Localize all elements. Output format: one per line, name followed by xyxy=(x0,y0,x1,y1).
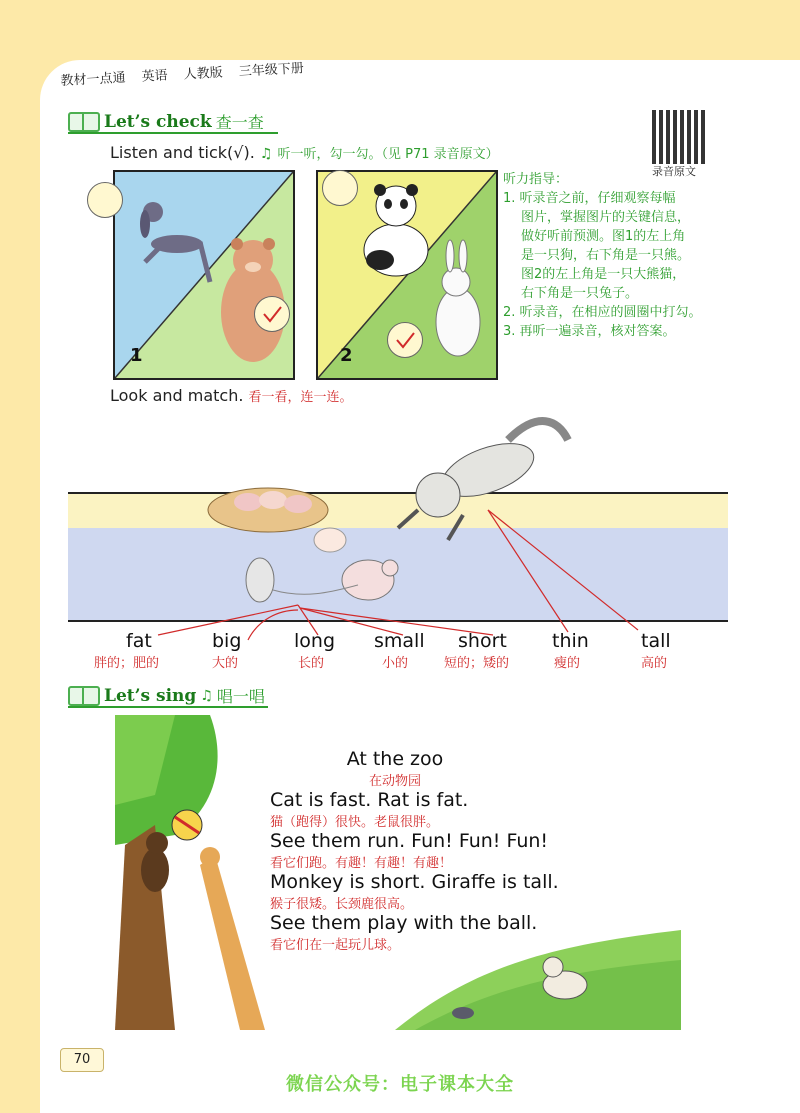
word-en: big xyxy=(212,630,242,652)
lets-sing-title: Let’s sing xyxy=(104,685,197,706)
tip-line: 1. 听录音之前，仔细观察每幅 xyxy=(503,191,676,206)
tip-line: 做好听前预测。图1的左上角 xyxy=(521,229,686,244)
song-line-cn: 猴子很矮。长颈鹿很高。 xyxy=(270,897,414,912)
panel-number: 2 xyxy=(340,345,353,366)
word-cn: 大的 xyxy=(212,656,239,671)
running-head-item: 英语 xyxy=(141,68,169,85)
tip-line: 是一只狗，右下角是一只熊。 xyxy=(521,248,691,263)
word-cn: 胖的；肥的 xyxy=(94,656,160,671)
checkmark-icon xyxy=(388,323,422,357)
word-en: thin xyxy=(552,630,589,652)
headphone-icon: ♫ xyxy=(259,146,273,162)
song-title-cn: 在动物园 xyxy=(368,774,421,789)
tip-line: 右下角是一只兔子。 xyxy=(521,286,639,301)
headphone-icon: ♫ xyxy=(200,687,213,704)
lets-check-subtitle: 查一查 xyxy=(215,113,264,132)
match-instruction: Look and match. xyxy=(110,386,244,405)
checkmark-icon xyxy=(255,297,289,331)
song-line-cn: 猫（跑得）很快。老鼠很胖。 xyxy=(270,815,440,830)
word-row xyxy=(68,630,728,680)
song-line: Cat is fast. Rat is fat. xyxy=(270,789,469,811)
song-line: Monkey is short. Giraffe is tall. xyxy=(270,871,559,893)
word-cn: 短的；矮的 xyxy=(444,656,510,671)
qr-label: 录音原文 xyxy=(652,165,696,178)
match-illustration xyxy=(68,400,728,650)
tip-line: 图2的左上角是一只大熊猫， xyxy=(521,267,686,282)
qr-code[interactable] xyxy=(652,110,706,164)
word-item xyxy=(444,630,548,671)
word-en: small xyxy=(374,630,425,652)
lets-check-title: Let’s check xyxy=(104,111,212,132)
check-instruction-row xyxy=(110,143,499,162)
check-instruction-cn: 听一听，勾一勾。（见 P71 录音原文） xyxy=(277,147,499,162)
running-head-item: 人教版 xyxy=(183,65,224,83)
section-underline xyxy=(68,132,278,134)
tip-line: 图片，掌握图片的关键信息， xyxy=(521,210,691,225)
song-line: See them play with the ball. xyxy=(270,912,538,934)
word-en: fat xyxy=(126,630,152,652)
word-cn: 长的 xyxy=(298,656,325,671)
word-cn: 小的 xyxy=(382,656,409,671)
word-cn: 高的 xyxy=(641,656,668,671)
answer-circle[interactable] xyxy=(87,182,123,218)
tip-heading: 听力指导： xyxy=(503,172,569,187)
lets-sing-subtitle: 唱一唱 xyxy=(216,687,265,706)
book-icon xyxy=(68,112,100,132)
word-en: tall xyxy=(641,630,671,652)
word-cn: 瘦的 xyxy=(554,656,581,671)
word-en: short xyxy=(458,630,507,652)
song-title: At the zoo xyxy=(346,748,444,770)
word-en: long xyxy=(294,630,336,652)
song-line-cn: 看它们跑。有趣！有趣！有趣！ xyxy=(270,856,453,871)
word-item xyxy=(552,630,612,671)
tip-line: 2. 听录音，在相应的圆圈中打勾。 xyxy=(503,305,702,320)
running-head-item: 三年级下册 xyxy=(238,61,305,80)
song-line: See them run. Fun! Fun! Fun! xyxy=(270,830,549,852)
book-icon xyxy=(68,686,100,706)
word-item xyxy=(294,630,354,671)
lets-sing-header xyxy=(68,684,265,707)
section-underline xyxy=(68,706,268,708)
panel-number: 1 xyxy=(130,345,143,366)
listening-tips xyxy=(503,170,773,341)
page-number: 70 xyxy=(60,1048,104,1072)
song-line-cn: 看它们在一起玩儿球。 xyxy=(270,938,401,953)
word-item xyxy=(641,630,701,671)
answer-circle-checked[interactable] xyxy=(254,296,290,332)
footer-watermark: 微信公众号：电子课本大全 xyxy=(286,1074,514,1095)
running-head-item: 教材一点通 xyxy=(60,70,126,89)
answer-circle-checked[interactable] xyxy=(387,322,423,358)
answer-circle[interactable] xyxy=(322,170,358,206)
match-instruction-cn: 看一看，连一连。 xyxy=(248,390,353,405)
tip-line: 3. 再听一遍录音，核对答案。 xyxy=(503,324,676,339)
word-item xyxy=(94,630,206,671)
song-lyrics xyxy=(270,748,670,953)
word-item xyxy=(374,630,444,671)
lets-check-header xyxy=(68,110,264,133)
word-item xyxy=(212,630,272,671)
check-instruction: Listen and tick(√). xyxy=(110,143,255,162)
